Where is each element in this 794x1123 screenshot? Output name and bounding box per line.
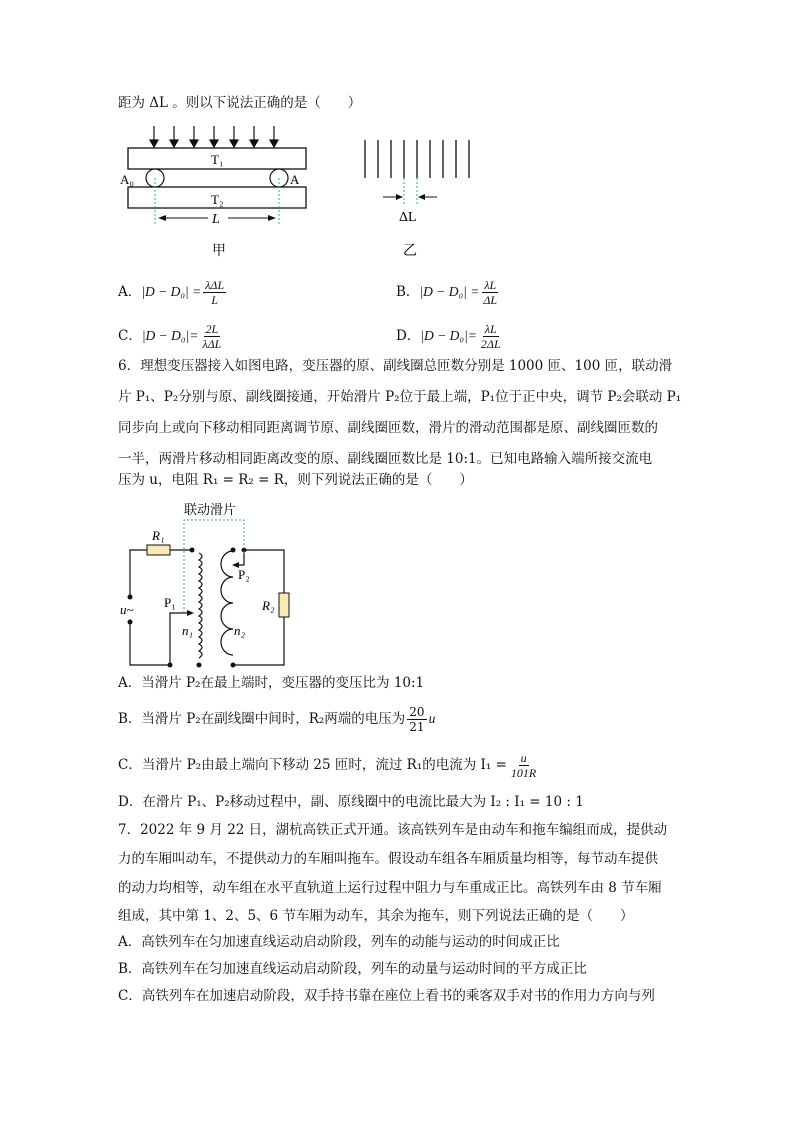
svg-text:ΔL: ΔL	[399, 210, 417, 225]
resistor-r2	[279, 593, 289, 617]
svg-text:n₂: n₂	[234, 623, 246, 638]
q6-stem-line: 压为 u，电阻 R₁ = R₂ = R，则下列说法正确的是（ ）	[118, 472, 473, 488]
svg-text:n₁: n₁	[182, 623, 194, 638]
q5-option-c[interactable]: C．|D − D₀|= $\frac{2L}{\text{λΔL}}$	[118, 322, 222, 351]
resistor-r1	[147, 545, 170, 555]
q6-stem-line: 一半，两滑片移动相同距离改变的原、副线圈匝数比是 10:1。已知电路输入端所接交流电	[118, 451, 653, 467]
q7-stem-line: 的动力均相等，动车组在水平直轨道上运行过程中阻力与车重成正比。高铁列车由 8 节车厢	[118, 880, 662, 896]
q6-option-a[interactable]: A．当滑片 P₂在最上端时，变压器的变压比为 10:1	[118, 675, 425, 691]
q6-option-d[interactable]: D．在滑片 P₁、P₂移动过程中，副、原线圈中的电流比最大为 I₂ : I₁ = 10 : 1	[118, 794, 584, 810]
q7-option-a[interactable]: A．高铁列车在匀加速直线运动启动阶段，列车的动能与运动的时间成正比	[118, 934, 560, 950]
q6-stem-line: 6．理想变压器接入如图电路，变压器的原、副线圈总匝数分别是 1000 匝、100 匝，联动滑	[118, 358, 673, 374]
q5-stem-tail: 距为 ΔL 。则以下说法正确的是（ ）	[118, 95, 362, 111]
q7-stem-line: 力的车厢叫动车，不提供动力的车厢叫拖车。假设动车组各车厢质量均相等，每节动车提供	[118, 851, 658, 867]
svg-text:u~: u~	[120, 602, 134, 617]
figure-jia	[118, 120, 318, 260]
svg-text:甲: 甲	[212, 244, 226, 259]
q6-stem-line: 片 P₁、P₂分别与原、副线圈接通，开始滑片 P₂位于最上端，P₁位于正中央，调节 P₂会联动 P₁	[118, 389, 682, 405]
svg-text:L: L	[212, 212, 220, 227]
q6-stem-line: 同步向上或向下移动相同距离调节原、副线圈匝数，滑片的滑动范围都是原、副线圈匝数的	[118, 420, 658, 436]
svg-text:T₂: T₂	[211, 192, 224, 207]
svg-text:R₂: R₂	[262, 598, 275, 613]
svg-text:R₁: R₁	[152, 528, 165, 543]
q5-option-d[interactable]: D．|D − D₀|= $\frac{\lambda L}{2\Delta L}$	[396, 322, 501, 351]
svg-text:A₀: A₀	[120, 172, 134, 187]
svg-text:P₁: P₁	[164, 595, 176, 610]
q6-option-c[interactable]: C．当滑片 P₂由最上端向下移动 25 匝时，流过 R₁的电流为 I₁ = $\frac{u}{101R}$	[118, 751, 537, 780]
q7-option-c[interactable]: C．高铁列车在加速启动阶段，双手持书靠在座位上看书的乘客双手对书的作用力方向与列	[118, 988, 655, 1004]
linked-slider-label: 联动滑片	[184, 502, 237, 517]
svg-text:P₂: P₂	[238, 567, 250, 582]
transformer-circuit	[110, 495, 310, 670]
svg-text:T₁: T₁	[211, 152, 224, 167]
q7-stem-line: 组成，其中第 1、2、5、6 节车厢为动车，其余为拖车，则下列说法正确的是（ ）	[118, 908, 634, 924]
q7-stem-line: 7．2022 年 9 月 22 日，湖杭高铁正式开通。该高铁列车是由动车和拖车编组而成，提供动	[118, 822, 668, 838]
q7-option-b[interactable]: B．高铁列车在匀加速直线运动启动阶段，列车的动量与运动时间的平方成正比	[118, 961, 587, 977]
q5-option-b[interactable]: B．|D − D₀| = $\frac{\lambda L}{\Delta L}$	[396, 278, 498, 307]
svg-text:A: A	[290, 172, 300, 187]
force-arrows	[150, 126, 278, 147]
q5-option-a[interactable]: A．|D − D₀| = $\frac{\text{λΔL}}{L}$	[118, 278, 225, 307]
svg-text:乙: 乙	[403, 244, 417, 259]
q6-option-b[interactable]: B．当滑片 P₂在副线圈中间时，R₂两端的电压为 $\frac{20}{21}$ u	[118, 705, 436, 734]
figure-yi	[355, 120, 485, 260]
